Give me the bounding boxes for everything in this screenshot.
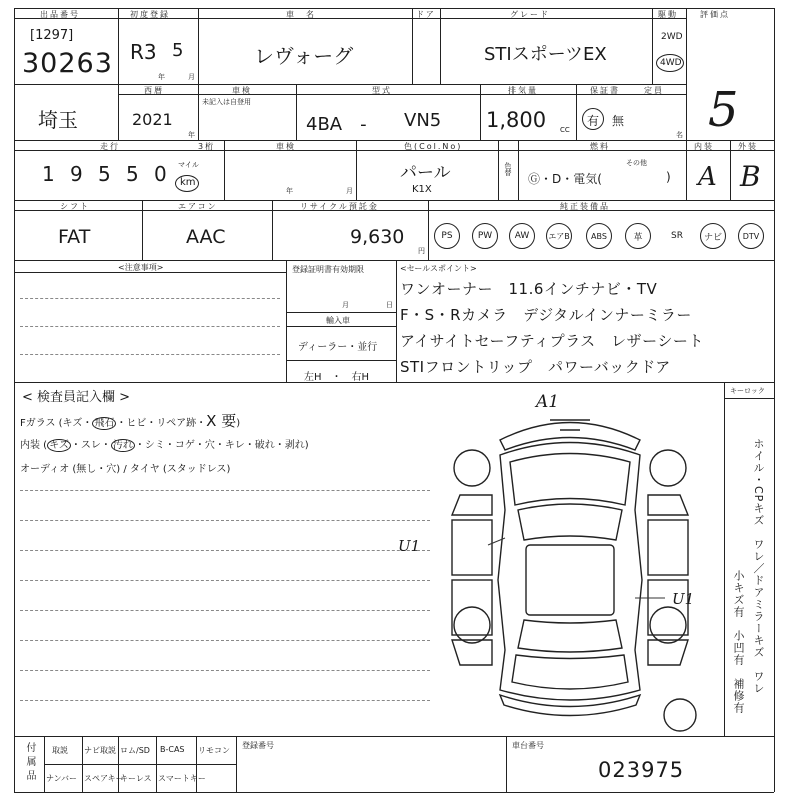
- lot-number-label: 出品番号: [40, 10, 80, 19]
- reg-expiry-day: 日: [386, 301, 393, 309]
- selling-point: F・S・Rカメラ デジタルインナーミラー: [400, 306, 692, 324]
- cc-unit: CC: [560, 126, 570, 134]
- accessory-item: ナンバー: [46, 774, 78, 783]
- exterior-grade: B: [740, 160, 761, 193]
- mileage-digit: 9: [70, 162, 83, 186]
- reg-expiry-month: 月: [342, 301, 349, 309]
- chassis-number-label: 車台番号: [512, 741, 544, 750]
- fuel-other-label: その他: [626, 159, 647, 167]
- interior-line: [20, 436, 309, 451]
- damage-mark-front: A1: [536, 392, 560, 412]
- audio-tire-line: オーディオ (無し・穴) / タイヤ (スタッドレス): [20, 464, 231, 475]
- mileage-unit-mile: マイル: [178, 161, 199, 169]
- accessory-item: キーレス: [120, 774, 152, 783]
- western-year: 2021: [132, 110, 173, 129]
- model-label: 型式: [372, 86, 392, 95]
- drive-label: 駆動: [658, 10, 678, 19]
- recycle-fee-label: リサイクル預託金: [300, 202, 379, 211]
- equipment-aw: AW: [509, 223, 535, 249]
- car-damage-diagram: [430, 400, 710, 740]
- expiry-year-unit: 年: [286, 187, 293, 195]
- accessory-item: ナビ取説: [84, 746, 116, 755]
- interior-scratch-circled: キズ: [49, 440, 69, 451]
- warranty-no: 無: [612, 114, 625, 128]
- selling-points-label: <セールスポイント>: [400, 264, 477, 273]
- color-change-label: 色替: [504, 162, 512, 176]
- registration-month: 5: [172, 40, 184, 61]
- windshield-chip-circled: 飛石: [94, 418, 115, 429]
- interior-prefix: 内装 (: [20, 440, 48, 451]
- rating-label: 評価点: [700, 10, 730, 19]
- selling-point: STIフロントリップ パワーバックドア: [400, 358, 671, 376]
- shift-label: シフト: [60, 202, 90, 211]
- interior-dirt-circled: 汚れ: [112, 440, 133, 451]
- fuel-label: 燃料: [590, 142, 610, 151]
- accessory-item: ロム/SD: [120, 746, 150, 755]
- inspection-expiry-label: 車検: [276, 142, 296, 151]
- doors-label: ドア: [416, 10, 436, 19]
- color-code: K1X: [412, 184, 432, 195]
- capacity-unit: 名: [676, 131, 683, 139]
- displacement-label: 排気量: [508, 86, 538, 95]
- recycle-header: 3桁: [198, 142, 216, 151]
- damage-legend: 小キズ有 小凹有 補修有: [732, 570, 745, 714]
- accessory-item: 取説: [52, 746, 68, 755]
- dealer-parallel: ディーラー・並行: [298, 342, 378, 353]
- mileage-digit: 5: [98, 162, 111, 186]
- equipment-dtv: DTV: [738, 223, 764, 249]
- equipment-label: 純正装備品: [560, 202, 610, 211]
- accessory-item: スペアキー: [84, 774, 124, 783]
- damage-mark-left: U1: [398, 537, 421, 555]
- color: パール: [400, 163, 451, 183]
- steering-side: 左H ・ 右H: [304, 372, 370, 383]
- model-prefix: 4BA -: [306, 114, 367, 135]
- mileage-digit: 0: [154, 162, 167, 186]
- key-lock-label: キーロック: [730, 387, 765, 395]
- drive-2wd: 2WD: [661, 32, 683, 42]
- windshield-prefix: Fガラス (キズ・: [20, 418, 93, 429]
- wheel-mirror-note: ホイル・CPキズ ワレ／ドアミラーキズ ワレ: [752, 438, 765, 695]
- equipment-airbag: エアB: [546, 223, 572, 249]
- warranty-yes: 有: [587, 114, 600, 128]
- region: 埼玉: [38, 108, 78, 132]
- car-name-label: 車 名: [286, 10, 316, 19]
- equipment-sunroof: SR: [671, 231, 683, 241]
- lot-sub-number: [1297]: [30, 28, 74, 43]
- grade: STIスポーツEX: [484, 44, 607, 65]
- accessory-item: リモコン: [198, 746, 230, 755]
- model-code: VN5: [404, 110, 442, 131]
- fuel-options: Ⓖ・D・電気(: [528, 172, 602, 186]
- ac: AAC: [186, 226, 226, 248]
- windshield-line: [20, 410, 240, 431]
- chassis-number: 023975: [598, 758, 685, 782]
- windshield-options: ・ヒビ・リペア跡・: [116, 418, 207, 429]
- interior-mid: ・スレ・: [70, 440, 111, 451]
- color-label: 色(Col.No): [404, 142, 463, 151]
- damage-mark-right: U1: [672, 590, 695, 608]
- grade-label: グレード: [510, 10, 550, 19]
- western-year-unit: 年: [188, 131, 195, 139]
- accessory-item: B-CAS: [160, 745, 185, 754]
- car-name: レヴォーグ: [254, 44, 354, 68]
- interior-label: 内装: [694, 142, 714, 151]
- interior-rest: ・シミ・コゲ・穴・キレ・破れ・剥れ): [134, 440, 309, 451]
- selling-point: ワンオーナー 11.6インチナビ・TV: [400, 280, 658, 298]
- mileage-digit: 5: [126, 162, 139, 186]
- equipment-ps: PS: [434, 223, 460, 249]
- interior-grade: A: [698, 162, 717, 192]
- windshield-close: ): [236, 418, 241, 429]
- shift: FAT: [58, 226, 91, 248]
- selling-point: アイサイトセーフティプラス レザーシート: [400, 332, 704, 350]
- inspection-label: 車検: [232, 86, 252, 95]
- import-label: 輸入車: [326, 316, 350, 325]
- equipment-leather: 革: [625, 223, 651, 249]
- expiry-month-unit: 月: [346, 187, 353, 195]
- mileage-unit-km: km: [180, 177, 196, 188]
- mileage-header: 走行: [100, 142, 120, 151]
- caution-label: <注意事項>: [118, 263, 164, 272]
- lot-number: 30263: [22, 48, 113, 79]
- equipment-pw: PW: [472, 223, 498, 249]
- accessory-item: スマートキー: [158, 774, 206, 783]
- drive-4wd: 4WD: [660, 58, 682, 68]
- overall-rating: 5: [708, 82, 739, 138]
- fuel-close: ): [666, 170, 671, 184]
- western-year-label: 西暦: [144, 86, 164, 95]
- recycle-fee: 9,630: [350, 226, 405, 248]
- windshield-required: X 要: [206, 412, 237, 430]
- registration-number-label: 登録番号: [242, 741, 274, 750]
- exterior-label: 外装: [738, 142, 758, 151]
- displacement: 1,800: [486, 108, 547, 132]
- month-unit: 月: [188, 73, 195, 81]
- inspector-title: < 検査員記入欄 >: [22, 390, 131, 405]
- equipment-abs: ABS: [586, 223, 612, 249]
- capacity-label: 定員: [644, 86, 664, 95]
- mileage-digit: 1: [42, 162, 55, 186]
- accessories-side-label: 付属品: [24, 742, 35, 784]
- yen-unit: 円: [418, 247, 425, 255]
- reg-expiry-label: 登録証明書有効期限: [292, 265, 364, 274]
- year-unit: 年: [158, 73, 165, 81]
- inspection-note: 未記入は自登用: [202, 98, 251, 106]
- registration-era-year: R3: [130, 40, 157, 64]
- first-registration-label: 初度登録: [130, 10, 170, 19]
- warranty-label: 保証書: [590, 86, 620, 95]
- equipment-navi: ナビ: [700, 223, 726, 249]
- ac-label: エアコン: [178, 202, 218, 211]
